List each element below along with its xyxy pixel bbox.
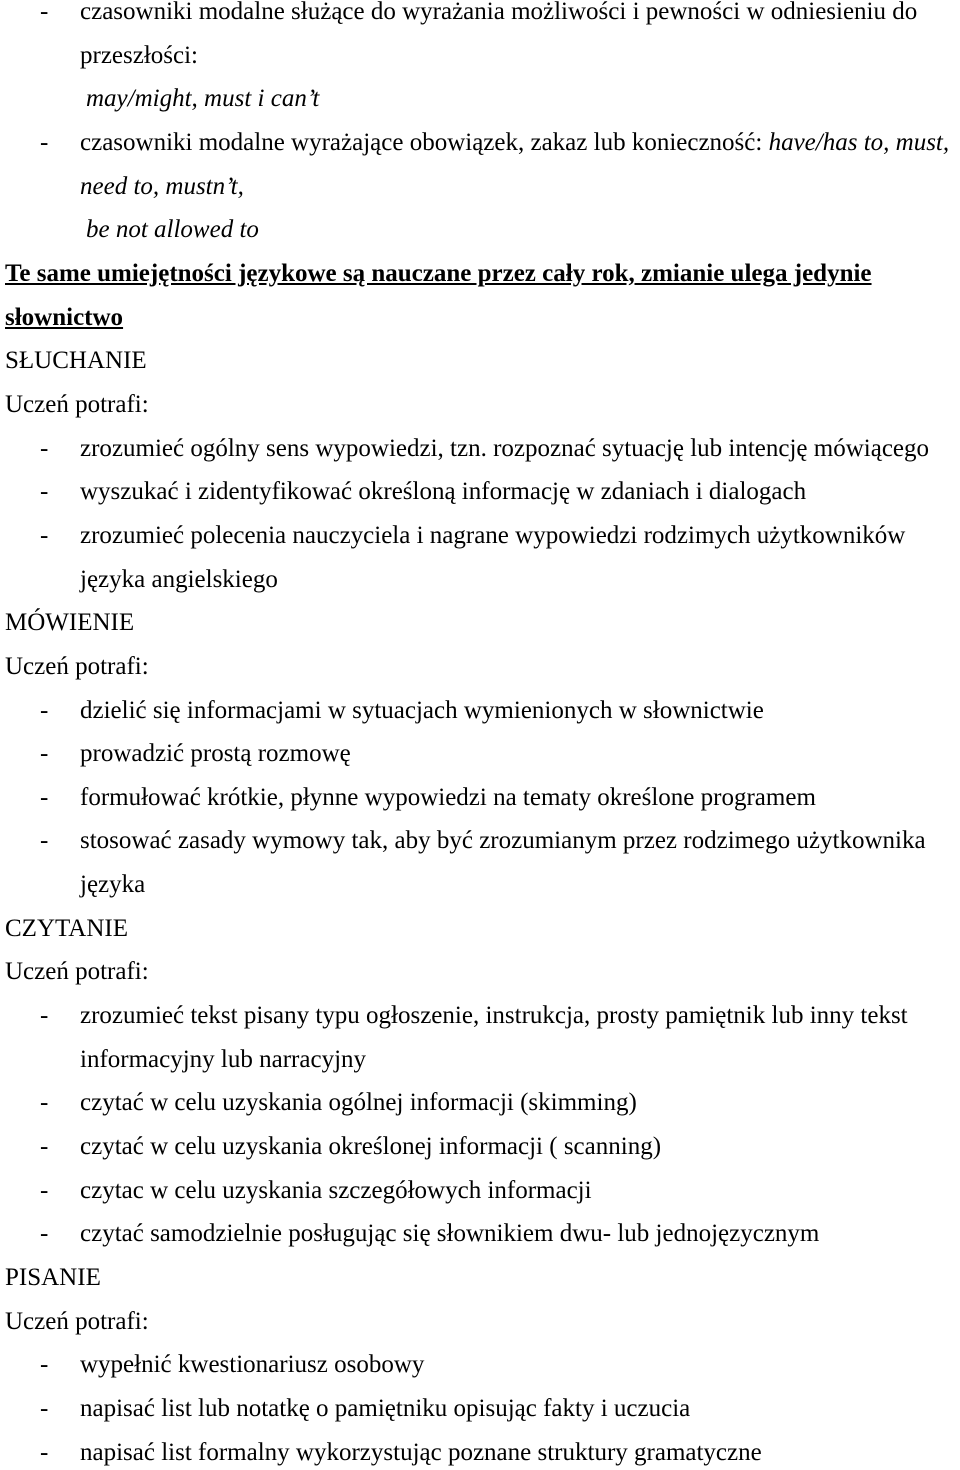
note-text: Te same umiejętności językowe są nauczane przez cały rok, zmianie ulega jedynie — [5, 259, 872, 287]
bullet-dash: - — [40, 1089, 49, 1117]
bullet-dash: - — [40, 478, 49, 506]
section-heading-writing — [0, 1266, 960, 1290]
list-item-continuation — [0, 1045, 960, 1073]
example-line — [0, 218, 960, 242]
list-item — [0, 434, 960, 462]
list-item-text: zrozumieć polecenia nauczyciela i nagrane wypowiedzi rodzimych użytkowników — [80, 521, 906, 549]
list-item-text: wypełnić kwestionariusz osobowy — [80, 1351, 425, 1379]
list-item-text: czasowniki modalne wyrażające obowiązek, zakaz lub konieczność: — [80, 128, 763, 156]
list-item-text: prowadzić prostą rozmowę — [80, 740, 351, 768]
list-item-text: języka angielskiego — [80, 565, 278, 593]
bullet-dash: - — [40, 434, 49, 462]
list-item — [0, 521, 960, 549]
bullet-dash: - — [40, 1351, 49, 1379]
section-intro — [0, 652, 960, 680]
section-intro — [0, 1307, 960, 1335]
list-item — [0, 1438, 960, 1466]
bullet-dash: - — [40, 1220, 49, 1248]
example-text: have/has to, must, — [768, 128, 950, 156]
section-heading: PISANIE — [5, 1264, 101, 1292]
bullet-dash: - — [40, 128, 49, 156]
example-line — [0, 87, 960, 111]
list-item-text: czytac w celu uzyskania szczegółowych informacji — [80, 1176, 592, 1204]
list-item-text: zrozumieć tekst pisany typu ogłoszenie, instrukcja, prosty pamiętnik lub inny tekst — [80, 1002, 908, 1030]
list-item-text: napisać list lub notatkę o pamiętniku opisując fakty i uczucia — [80, 1395, 691, 1422]
list-item — [0, 1353, 960, 1377]
section-heading-speaking — [0, 611, 960, 635]
list-item-text: napisać list formalny wykorzystując poznane struktury gramatyczne — [80, 1438, 762, 1466]
bullet-dash: - — [40, 1438, 49, 1466]
section-heading: SŁUCHANIE — [5, 347, 147, 375]
list-item — [0, 1135, 960, 1159]
section-heading-listening — [0, 349, 960, 373]
bullet-dash: - — [40, 1002, 49, 1030]
list-item-text: przeszłości: — [80, 41, 199, 69]
list-item-continuation — [0, 565, 960, 593]
list-item — [0, 829, 960, 853]
list-item-text: dzielić się informacjami w sytuacjach wymienionych w słownictwie — [80, 696, 764, 724]
list-item-text: wyszukać i zidentyfikować określoną informację w zdaniach i dialogach — [80, 478, 807, 506]
list-item — [0, 1397, 960, 1421]
list-item-continuation — [0, 41, 960, 69]
list-item-text: czytać samodzielnie posługując się słownikiem dwu- lub jednojęzycznym — [80, 1220, 820, 1248]
bullet-dash: - — [40, 1133, 49, 1161]
section-heading: CZYTANIE — [5, 914, 128, 942]
section-intro — [0, 960, 960, 984]
example-line — [0, 172, 960, 200]
bullet-dash: - — [40, 1176, 49, 1204]
list-item — [0, 1222, 960, 1246]
bullet-dash: - — [40, 0, 49, 25]
section-heading-reading — [0, 914, 960, 942]
section-intro-text: Uczeń potrafi: — [5, 652, 149, 680]
list-item-text: stosować zasady wymowy tak, aby być zrozumianym przez rodzimego użytkownika — [80, 827, 926, 855]
note-line — [0, 303, 960, 331]
bullet-dash: - — [40, 783, 49, 811]
list-item — [0, 0, 960, 24]
list-item — [0, 1091, 960, 1115]
list-item-text: zrozumieć ogólny sens wypowiedzi, tzn. rozpoznać sytuację lub intencję mówiącego — [80, 434, 930, 462]
list-item — [0, 480, 960, 504]
example-text: need to, mustn’t, — [80, 172, 244, 200]
list-item — [0, 1176, 960, 1204]
section-intro-text: Uczeń potrafi: — [5, 390, 149, 418]
list-item — [0, 128, 960, 156]
section-intro-text: Uczeń potrafi: — [5, 958, 149, 986]
bullet-dash: - — [40, 696, 49, 724]
bullet-dash: - — [40, 521, 49, 549]
note-text: słownictwo — [5, 303, 124, 331]
list-item-text: czasowniki modalne służące do wyrażania możliwości i pewności w odniesieniu do — [80, 0, 918, 25]
list-item-text: formułować krótkie, płynne wypowiedzi na tematy określone programem — [80, 783, 816, 811]
list-item-text: czytać w celu uzyskania ogólnej informacji (skimming) — [80, 1089, 637, 1117]
section-intro-text: Uczeń potrafi: — [5, 1307, 149, 1335]
list-item — [0, 742, 960, 766]
list-item — [0, 696, 960, 724]
bullet-dash: - — [40, 827, 49, 855]
bullet-dash: - — [40, 1395, 49, 1422]
example-text: may/might, must i can’t — [86, 85, 320, 113]
list-item — [0, 1004, 960, 1028]
bullet-dash: - — [40, 740, 49, 768]
section-intro — [0, 390, 960, 418]
section-heading: MÓWIENIE — [5, 609, 135, 637]
list-item-continuation — [0, 873, 960, 897]
list-item — [0, 783, 960, 811]
example-text: be not allowed to — [86, 216, 259, 244]
list-item-text: informacyjny lub narracyjny — [80, 1045, 367, 1073]
list-item-text: czytać w celu uzyskania określonej informacji ( scanning) — [80, 1133, 662, 1161]
list-item-text: języka — [80, 871, 146, 899]
list-item-text-wrapper — [80, 128, 950, 156]
note-line — [0, 259, 960, 287]
